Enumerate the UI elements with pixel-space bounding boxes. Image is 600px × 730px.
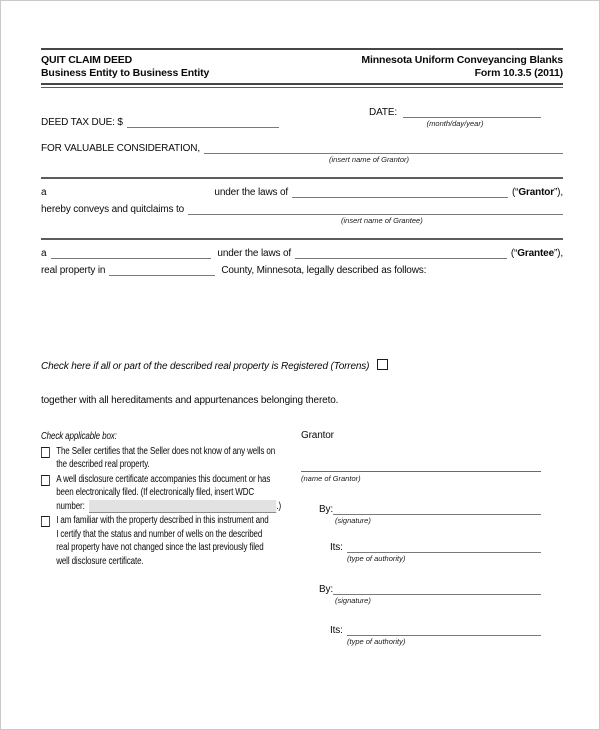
its-label-1: Its: xyxy=(330,542,343,553)
grantee-name-hint: (insert name of Grantee) xyxy=(341,216,423,225)
check-applicable-title: Check applicable box: xyxy=(41,431,117,442)
grantee-a-label: a xyxy=(41,248,47,259)
org-name: Minnesota Uniform Conveyancing Blanks xyxy=(361,54,563,66)
well-item-1 xyxy=(41,445,281,472)
grantee-name-field[interactable] xyxy=(188,202,563,215)
authority-hint-2: (type of authority) xyxy=(347,637,406,646)
authority-field-1[interactable] xyxy=(347,540,541,553)
well-checkbox-1[interactable] xyxy=(41,447,50,458)
well-item-3-line-1: I am familiar with the property described in this instrument and xyxy=(56,515,269,526)
well-item-2 xyxy=(41,473,281,514)
consideration-label: FOR VALUABLE CONSIDERATION, xyxy=(41,143,200,154)
consideration-row xyxy=(41,141,563,154)
deed-tax-amount-field[interactable] xyxy=(127,115,279,128)
well-disclosure-column xyxy=(41,430,281,568)
torrens-text: Check here if all or part of the described real property is Registered (Torrens) xyxy=(41,361,370,372)
well-item-1-text xyxy=(56,445,281,472)
date-line xyxy=(369,105,541,118)
date-field[interactable] xyxy=(403,105,541,118)
wdc-number-label: number: xyxy=(56,500,85,512)
date-group xyxy=(369,105,541,128)
county-field[interactable] xyxy=(109,263,215,276)
grantor-name-signature-hint: (name of Grantor) xyxy=(301,474,361,483)
by-row-1 xyxy=(319,502,541,515)
well-item-1-line-1: The Seller certifies that the Seller does not know of any wells on xyxy=(56,445,276,457)
grantee-tail-name: Grantee xyxy=(517,248,554,259)
well-checkbox-2[interactable] xyxy=(41,475,50,486)
its-label-2: Its: xyxy=(330,625,343,636)
its-row-1 xyxy=(330,540,541,553)
well-item-2-text xyxy=(56,473,281,514)
bottom-columns xyxy=(41,430,563,646)
signature-hint-1: (signature) xyxy=(335,516,371,525)
well-item-3 xyxy=(41,514,281,568)
grantee-clause-row xyxy=(41,246,563,259)
grantor-laws-label: under the laws of xyxy=(214,187,289,198)
signature-column xyxy=(301,430,563,646)
date-label: DATE: xyxy=(369,107,397,118)
property-row xyxy=(41,263,563,276)
wdc-number-row xyxy=(56,500,281,514)
authority-field-2[interactable] xyxy=(347,623,541,636)
grantor-tail xyxy=(512,187,563,198)
grantor-name-signature-field[interactable] xyxy=(301,442,541,472)
signature-hint-2: (signature) xyxy=(335,596,371,605)
deed-form-page xyxy=(1,48,599,646)
well-item-2-line-1: A well disclosure certificate accompanies this document or has xyxy=(56,473,271,485)
header-left xyxy=(41,54,209,80)
well-item-2-line-2: been electronically filed. (If electronically filed, insert WDC xyxy=(56,487,255,498)
by-label-2: By: xyxy=(319,584,333,595)
grantor-name-hint: (insert name of Grantor) xyxy=(329,155,410,164)
grantor-clause-row xyxy=(41,185,563,198)
well-item-3-line-2: I certify that the status and number of wells on the described xyxy=(56,528,263,540)
grantee-tail-open: (“ xyxy=(510,248,518,259)
grantee-entity-type-field[interactable] xyxy=(51,246,211,259)
deed-tax-label: DEED TAX DUE: $ xyxy=(41,117,123,128)
grantee-tail-close: ”), xyxy=(554,248,563,259)
well-item-3-line-4: well disclosure certificate. xyxy=(56,555,144,567)
wdc-number-close: .) xyxy=(276,500,281,512)
property-tail: County, Minnesota, legally described as follows: xyxy=(221,265,427,276)
well-item-3-line-3: real property have not changed since the last previously filed xyxy=(56,542,264,553)
grantee-name-continuation-line[interactable] xyxy=(41,238,563,240)
header-double-rule xyxy=(41,83,563,88)
well-item-3-text xyxy=(56,514,281,568)
date-format-hint: (month/day/year) xyxy=(426,119,484,128)
its-row-2 xyxy=(330,623,541,636)
conveys-label: hereby conveys and quitclaims to xyxy=(41,204,185,215)
form-number: Form 10.3.5 (2011) xyxy=(474,67,563,79)
grantee-state-field[interactable] xyxy=(295,246,507,259)
by-row-2 xyxy=(319,582,541,595)
signature-field-2[interactable] xyxy=(333,582,541,595)
by-label-1: By: xyxy=(319,504,333,515)
wdc-number-field[interactable] xyxy=(89,500,277,513)
form-header xyxy=(41,54,563,80)
header-right xyxy=(361,54,563,80)
grantee-tail xyxy=(511,248,563,259)
hereditaments-text: together with all hereditaments and appurtenances belonging thereto. xyxy=(41,395,339,406)
grantor-section-label: Grantor xyxy=(301,430,334,441)
well-checkbox-3[interactable] xyxy=(41,516,50,527)
grantor-tail-close: ”), xyxy=(554,187,563,198)
torrens-row xyxy=(41,359,563,372)
form-subtitle: Business Entity to Business Entity xyxy=(41,67,210,79)
property-label: real property in xyxy=(41,265,106,276)
signature-field-1[interactable] xyxy=(333,502,541,515)
grantor-state-field[interactable] xyxy=(292,185,508,198)
well-item-1-line-2: the described real property. xyxy=(56,459,150,470)
grantee-laws-label: under the laws of xyxy=(217,248,292,259)
deed-tax-group xyxy=(41,115,279,128)
top-rule xyxy=(41,48,563,50)
torrens-checkbox[interactable] xyxy=(377,359,388,370)
grantor-tail-open: (“ xyxy=(512,187,519,198)
form-title: QUIT CLAIM DEED xyxy=(41,54,133,66)
authority-hint-1: (type of authority) xyxy=(347,554,406,563)
grantor-a-label: a xyxy=(41,187,47,198)
grantor-tail-name: Grantor xyxy=(518,187,554,198)
grantor-name-continuation-line[interactable] xyxy=(41,177,563,179)
tax-date-row xyxy=(41,105,563,128)
conveys-row xyxy=(41,202,563,215)
grantor-name-field[interactable] xyxy=(204,141,563,154)
